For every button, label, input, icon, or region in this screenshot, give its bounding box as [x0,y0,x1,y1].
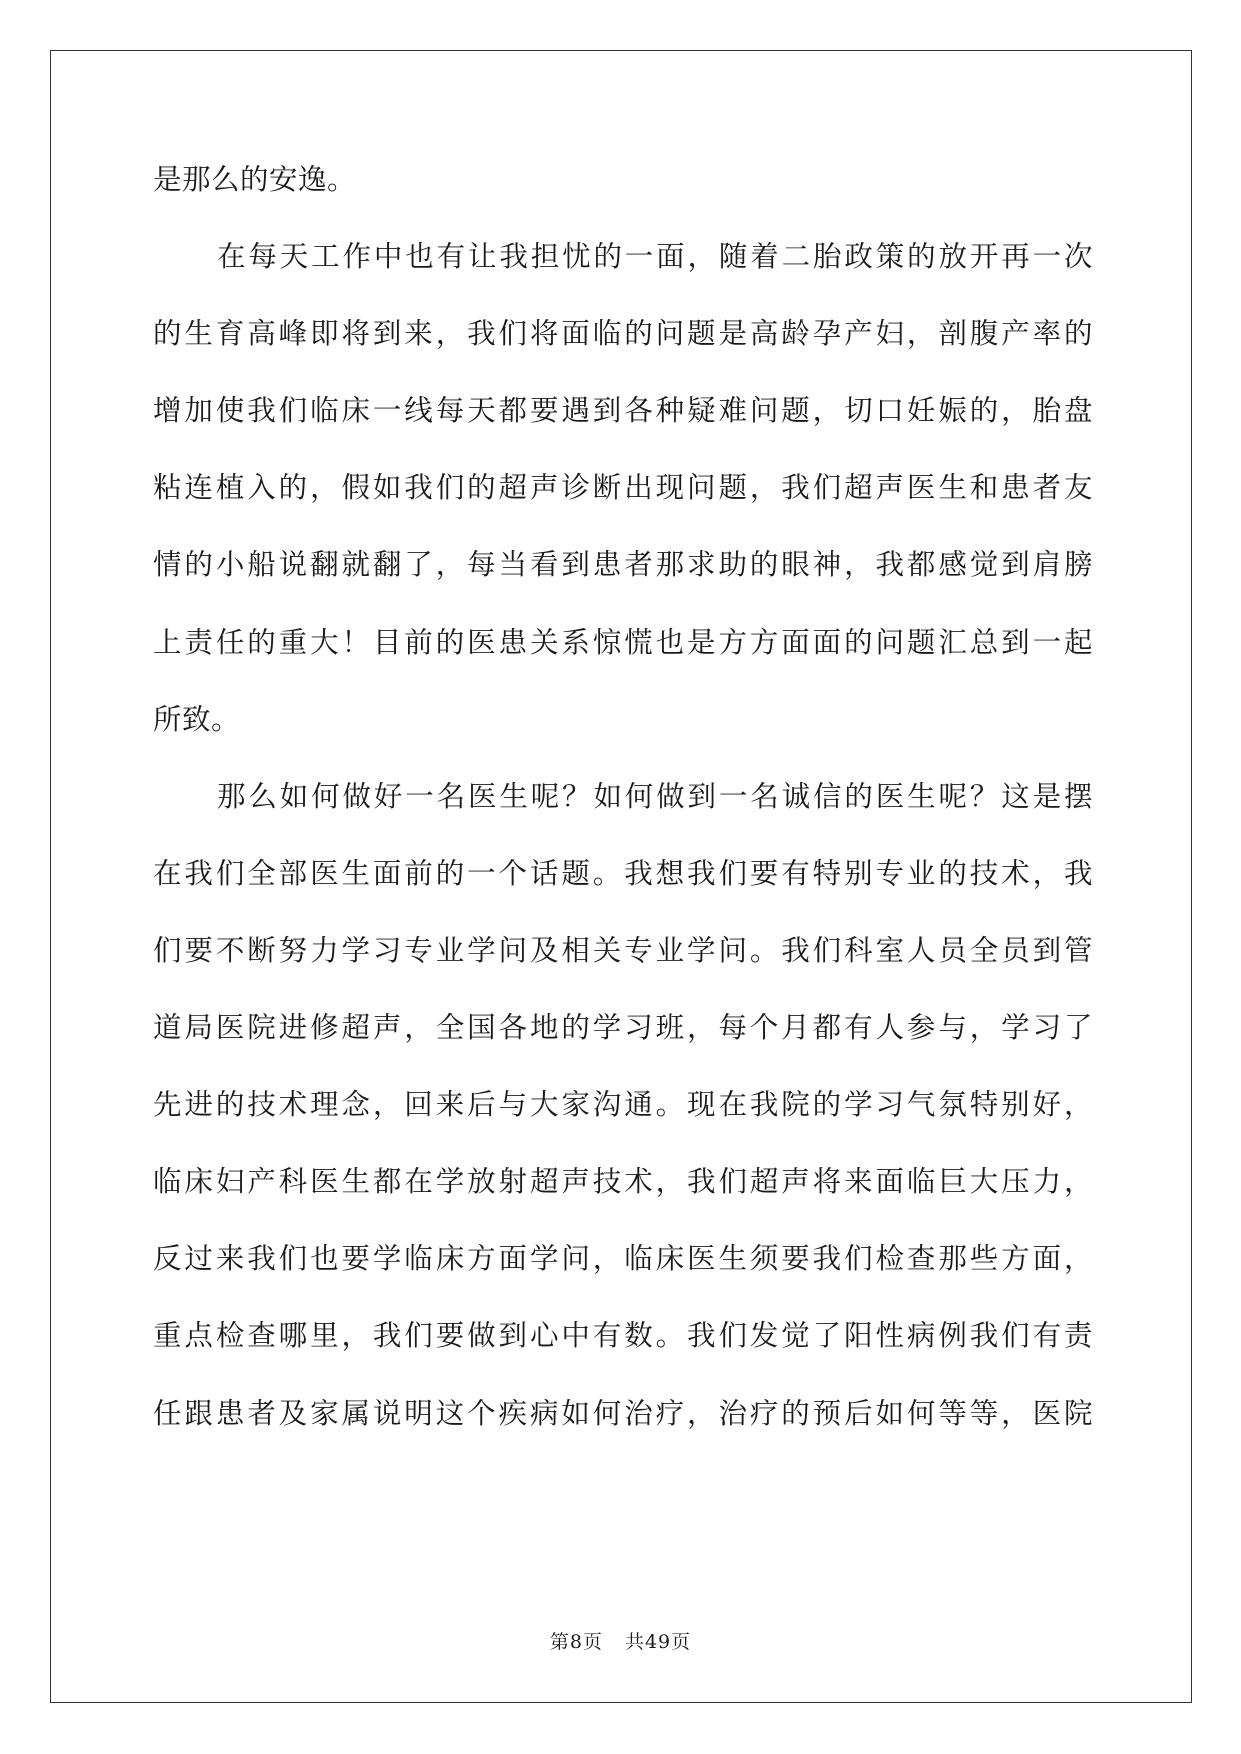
text-line: 们要不断努力学习专业学问及相关专业学问。我们科室人员全员到管 [153,933,1093,967]
text-line: 反过来我们也要学临床方面学问，临床医生须要我们检查那些方面， [153,1242,1093,1276]
page-total: 共49页 [624,1631,692,1653]
text-line: 在我们全部医生面前的一个话题。我想我们要有特别专业的技术，我 [153,856,1093,890]
text-line: 所致。 [153,702,241,736]
text-line: 先进的技术理念，回来后与大家沟通。现在我院的学习气氛特别好， [153,1088,1093,1122]
page-footer [0,1630,1241,1654]
text-line: 那么如何做好一名医生呢？如何做到一名诚信的医生呢？这是摆 [217,779,1093,813]
text-line: 的生育高峰即将到来，我们将面临的问题是高龄孕产妇，剖腹产率的 [153,317,1093,351]
text-line: 情的小船说翻就翻了，每当看到患者那求助的眼神，我都感觉到肩膀 [153,548,1093,582]
text-line: 增加使我们临床一线每天都要遇到各种疑难问题，切口妊娠的，胎盘 [153,394,1093,428]
text-line: 临床妇产科医生都在学放射超声技术，我们超声将来面临巨大压力， [153,1165,1093,1199]
text-line: 在每天工作中也有让我担忧的一面，随着二胎政策的放开再一次 [217,240,1093,274]
text-line: 粘连植入的，假如我们的超声诊断出现问题，我们超声医生和患者友 [153,471,1093,505]
page-number: 第8页 [549,1631,603,1653]
text-line: 道局医院进修超声，全国各地的学习班，每个月都有人参与，学习了 [153,1011,1093,1045]
document-body [153,160,1093,1471]
text-line: 是那么的安逸。 [153,163,357,196]
text-line: 任跟患者及家属说明这个疾病如何治疗，治疗的预后如何等等，医院 [153,1396,1093,1430]
text-line: 上责任的重大！目前的医患关系惊慌也是方方面面的问题汇总到一起 [153,625,1093,659]
text-line: 重点检查哪里，我们要做到心中有数。我们发觉了阳性病例我们有责 [153,1319,1093,1353]
